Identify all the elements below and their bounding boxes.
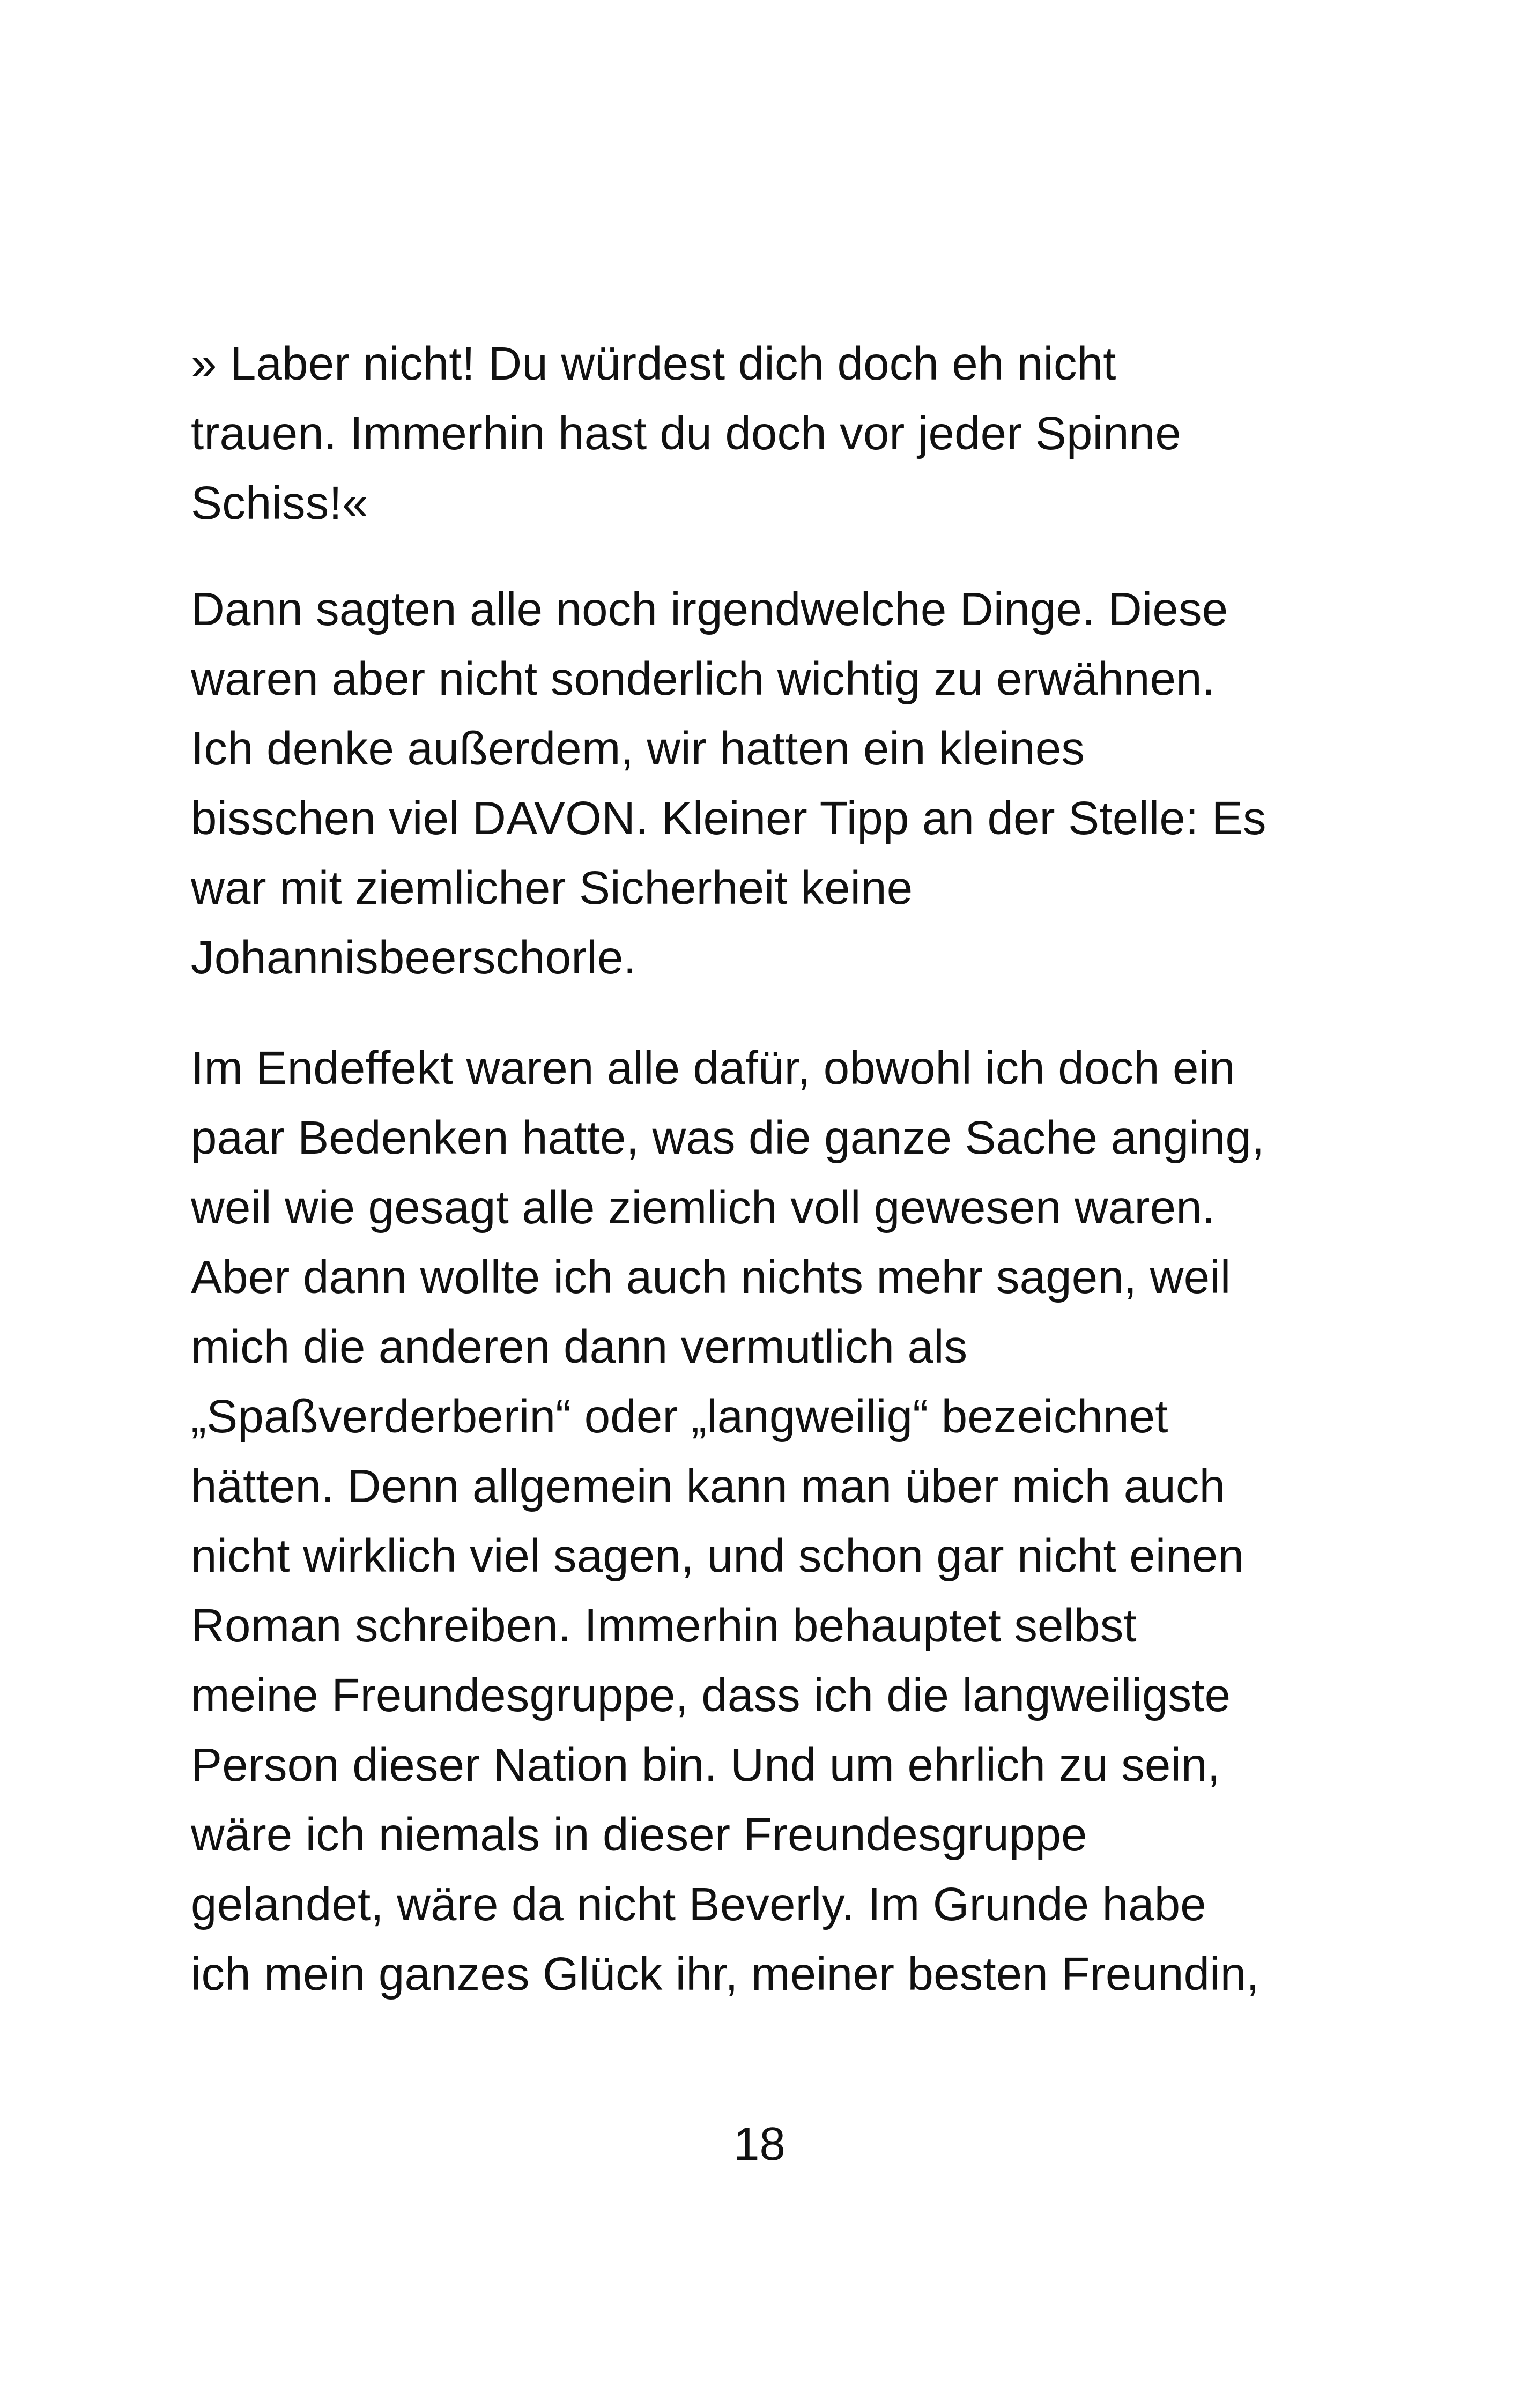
- text-line: ich mein ganzes Glück ihr, meiner besten Freundin,: [191, 1948, 1259, 2000]
- text-line: Roman schreiben. Immerhin behauptet selbst: [191, 1600, 1137, 1652]
- page-number: 18: [733, 2118, 786, 2170]
- text-line: Schiss!«: [191, 477, 368, 529]
- text-line: waren aber nicht sonderlich wichtig zu erwähnen.: [191, 653, 1216, 705]
- text-line: bisschen viel DAVON. Kleiner Tipp an der Stelle: Es: [191, 792, 1266, 844]
- text-line: Aber dann wollte ich auch nichts mehr sagen, weil: [191, 1251, 1231, 1303]
- text-line: Dann sagten alle noch irgendwelche Dinge. Diese: [191, 583, 1228, 635]
- text-line: meine Freundesgruppe, dass ich die langweiligste: [191, 1669, 1231, 1721]
- text-line: » Laber nicht! Du würdest dich doch eh nicht: [191, 338, 1116, 390]
- paragraph-1: [191, 329, 1349, 538]
- text-line: Im Endeffekt waren alle dafür, obwohl ich doch ein: [191, 1042, 1235, 1094]
- text-line: hätten. Denn allgemein kann man über mich auch: [191, 1460, 1226, 1512]
- text-line: nicht wirklich viel sagen, und schon gar nicht einen: [191, 1530, 1244, 1582]
- text-line: Ich denke außerdem, wir hatten ein kleines: [191, 723, 1085, 775]
- text-line: mich die anderen dann vermutlich als: [191, 1321, 968, 1373]
- text-line: war mit ziemlicher Sicherheit keine: [191, 862, 913, 914]
- paragraph-2: [191, 575, 1349, 993]
- text-line: gelandet, wäre da nicht Beverly. Im Grunde habe: [191, 1878, 1206, 1930]
- text-line: trauen. Immerhin hast du doch vor jeder Spinne: [191, 407, 1181, 459]
- text-line: paar Bedenken hatte, was die ganze Sache anging,: [191, 1112, 1265, 1164]
- text-line: wäre ich niemals in dieser Freundesgruppe: [191, 1809, 1087, 1861]
- text-line: Johannisbeerschorle.: [191, 932, 637, 984]
- text-line: weil wie gesagt alle ziemlich voll gewesen waren.: [191, 1181, 1216, 1233]
- text-line: „Spaßverderberin“ oder „langweilig“ bezeichnet: [191, 1391, 1168, 1443]
- paragraph-3: [191, 1034, 1349, 2009]
- text-line: Person dieser Nation bin. Und um ehrlich zu sein,: [191, 1739, 1220, 1791]
- body-text: [191, 329, 1349, 2009]
